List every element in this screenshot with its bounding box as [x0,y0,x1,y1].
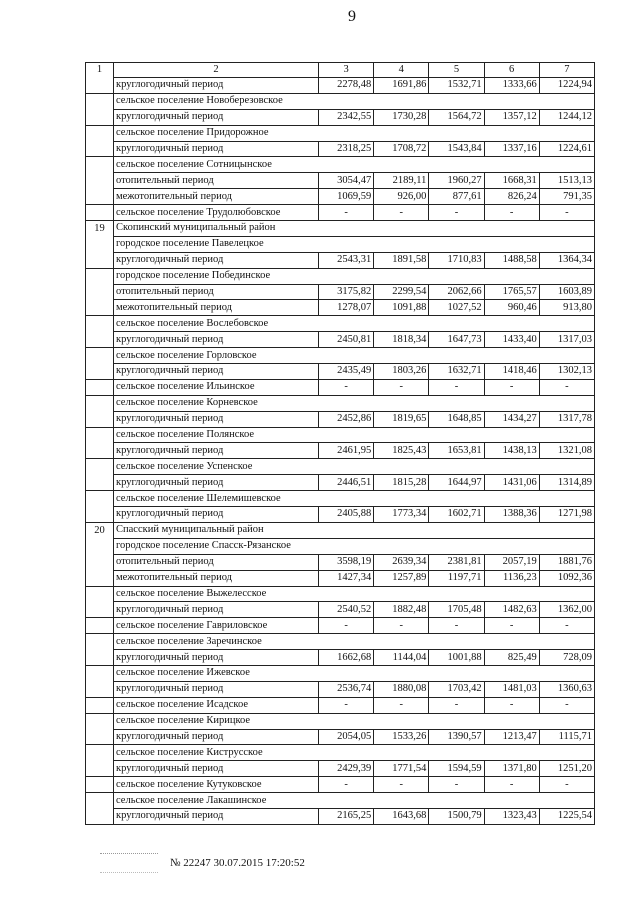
table-row [86,189,595,205]
value-cell: 1136,23 [484,570,539,586]
value-cell: 2435,49 [319,364,374,380]
value-cell: 1244,12 [539,109,594,125]
value-cell: 2062,66 [429,284,484,300]
value-cell: 2540,52 [319,602,374,618]
value-cell: 1278,07 [319,300,374,316]
value-cell: 1362,00 [539,602,594,618]
value-cell: 913,80 [539,300,594,316]
value-cell: 728,09 [539,650,594,666]
row-label: сельское поселение Полянское [114,427,595,443]
row-label: сельское поселение Кирицкое [114,713,595,729]
settlement-row [86,713,595,729]
value-cell: 2057,19 [484,554,539,570]
row-number-cell [86,300,114,316]
row-number-cell [86,379,114,395]
value-cell: - [374,697,429,713]
row-label: сельское поселение Киструсское [114,745,595,761]
value-cell: 2461,95 [319,443,374,459]
value-cell: 1357,12 [484,109,539,125]
value-cell: 1371,80 [484,761,539,777]
settlement-row [86,316,595,332]
row-label: городское поселение Спасск-Рязанское [114,538,595,554]
value-cell: - [374,379,429,395]
table-row [86,602,595,618]
value-cell: - [484,697,539,713]
row-label: круглогодичный период [114,443,319,459]
value-cell: - [374,618,429,634]
value-cell: 3175,82 [319,284,374,300]
settlement-row [86,586,595,602]
settlement-row [86,665,595,681]
value-cell: 1533,26 [374,729,429,745]
value-cell: 877,61 [429,189,484,205]
value-cell: 1648,85 [429,411,484,427]
value-cell: 1825,43 [374,443,429,459]
row-number-cell [86,268,114,284]
value-cell: 1224,94 [539,78,594,94]
value-cell: - [319,777,374,793]
value-cell: - [374,777,429,793]
row-label: круглогодичный период [114,729,319,745]
header-cell: 2 [114,63,319,78]
row-label: сельское поселение Ижевское [114,665,595,681]
table-row [86,570,595,586]
row-number-cell [86,729,114,745]
value-cell: 1302,13 [539,364,594,380]
row-number-cell [86,125,114,141]
value-cell: - [539,618,594,634]
table-row [86,141,595,157]
value-cell: 2299,54 [374,284,429,300]
value-cell: 1594,59 [429,761,484,777]
row-label: межотопительный период [114,570,319,586]
row-label: сельское поселение Новоберезовское [114,93,595,109]
value-cell: 1115,71 [539,729,594,745]
value-cell: 1027,52 [429,300,484,316]
row-label: межотопительный период [114,300,319,316]
value-cell: 1418,46 [484,364,539,380]
row-number-cell [86,634,114,650]
table-row [86,332,595,348]
value-cell: 1691,86 [374,78,429,94]
value-cell: 2342,55 [319,109,374,125]
value-cell: 1543,84 [429,141,484,157]
value-cell: 1644,97 [429,475,484,491]
value-cell: 2318,25 [319,141,374,157]
value-cell: 2543,31 [319,252,374,268]
value-cell: 1880,08 [374,681,429,697]
row-number-cell [86,364,114,380]
value-cell: 1602,71 [429,507,484,523]
settlement-row [86,793,595,809]
value-cell: 1481,03 [484,681,539,697]
table-row [86,411,595,427]
row-label: отопительный период [114,554,319,570]
value-cell: - [319,379,374,395]
value-cell: 1708,72 [374,141,429,157]
row-number-cell [86,618,114,634]
row-number-cell [86,443,114,459]
row-label: сельское поселение Вослебовское [114,316,595,332]
value-cell: 791,35 [539,189,594,205]
value-cell: 1360,63 [539,681,594,697]
row-label: сельское поселение Кутуковское [114,777,319,793]
value-cell: - [429,697,484,713]
value-cell: 2639,34 [374,554,429,570]
header-cell: 5 [429,63,484,78]
value-cell: 1703,42 [429,681,484,697]
row-label: круглогодичный период [114,475,319,491]
value-cell: 1891,58 [374,252,429,268]
value-cell: 1333,66 [484,78,539,94]
value-cell: 1427,34 [319,570,374,586]
row-number-cell [86,78,114,94]
row-number-cell [86,395,114,411]
settlement-row [86,268,595,284]
table-row [86,554,595,570]
header-cell: 6 [484,63,539,78]
table-row [86,618,595,634]
value-cell: 1819,65 [374,411,429,427]
row-number-cell [86,602,114,618]
value-cell: - [484,777,539,793]
row-number-cell [86,252,114,268]
value-cell: 2054,05 [319,729,374,745]
value-cell: 1960,27 [429,173,484,189]
value-cell: 1668,31 [484,173,539,189]
tariff-table [85,62,595,825]
district-row [86,522,595,538]
value-cell: 1091,88 [374,300,429,316]
value-cell: - [539,205,594,221]
row-number-cell [86,93,114,109]
row-number-cell [86,141,114,157]
table-row [86,681,595,697]
value-cell: 1431,06 [484,475,539,491]
header-cell: 3 [319,63,374,78]
value-cell: 826,24 [484,189,539,205]
value-cell: 1500,79 [429,808,484,824]
value-cell: 2405,88 [319,507,374,523]
row-number-cell [86,681,114,697]
value-cell: 1765,57 [484,284,539,300]
table-row [86,697,595,713]
value-cell: 1653,81 [429,443,484,459]
value-cell: 2536,74 [319,681,374,697]
table-row [86,173,595,189]
value-cell: 1069,59 [319,189,374,205]
table-row [86,364,595,380]
row-number-cell [86,205,114,221]
table-row [86,205,595,221]
value-cell: 1705,48 [429,602,484,618]
value-cell: 1321,08 [539,443,594,459]
value-cell: 2429,39 [319,761,374,777]
settlement-row [86,427,595,443]
row-number-cell [86,411,114,427]
settlement-row [86,157,595,173]
value-cell: 2452,86 [319,411,374,427]
value-cell: 1390,57 [429,729,484,745]
value-cell: 1213,47 [484,729,539,745]
row-label: круглогодичный период [114,808,319,824]
row-label: городское поселение Побединское [114,268,595,284]
row-label: круглогодичный период [114,364,319,380]
table-row [86,761,595,777]
settlement-row [86,93,595,109]
row-number-cell [86,808,114,824]
value-cell: 2381,81 [429,554,484,570]
value-cell: 1144,04 [374,650,429,666]
row-number-cell: 19 [86,221,114,237]
value-cell: 1317,03 [539,332,594,348]
row-number-cell [86,459,114,475]
value-cell: 926,00 [374,189,429,205]
value-cell: - [319,697,374,713]
value-cell: - [429,777,484,793]
row-number-cell [86,236,114,252]
value-cell: 2189,11 [374,173,429,189]
settlement-row [86,634,595,650]
table-row [86,729,595,745]
footer [100,853,305,873]
row-number-cell [86,586,114,602]
table-row [86,443,595,459]
value-cell: 2450,81 [319,332,374,348]
value-cell: 1314,89 [539,475,594,491]
value-cell: 1882,48 [374,602,429,618]
electronic-stamp [100,853,158,873]
header-cell: 4 [374,63,429,78]
row-label: сельское поселение Гавриловское [114,618,319,634]
row-number-cell [86,570,114,586]
value-cell: 1197,71 [429,570,484,586]
row-label: круглогодичный период [114,681,319,697]
table-row [86,78,595,94]
table-row [86,379,595,395]
row-label: круглогодичный период [114,602,319,618]
value-cell: - [319,618,374,634]
value-cell: 960,46 [484,300,539,316]
value-cell: - [319,205,374,221]
row-number-cell [86,793,114,809]
value-cell: 1532,71 [429,78,484,94]
row-number-cell [86,777,114,793]
value-cell: 1815,28 [374,475,429,491]
row-number-cell [86,650,114,666]
value-cell: 1881,76 [539,554,594,570]
row-label: сельское поселение Сотницынское [114,157,595,173]
value-cell: - [429,618,484,634]
settlement-row [86,348,595,364]
row-label: круглогодичный период [114,761,319,777]
row-number-cell: 20 [86,522,114,538]
value-cell: 1434,27 [484,411,539,427]
document-reference: № 22247 30.07.2015 17:20:52 [170,857,305,869]
settlement-row [86,491,595,507]
value-cell: 1513,13 [539,173,594,189]
row-number-cell [86,665,114,681]
row-label: Спасский муниципальный район [114,522,595,538]
value-cell: - [539,777,594,793]
value-cell: 1388,36 [484,507,539,523]
value-cell: 1001,88 [429,650,484,666]
row-label: круглогодичный период [114,109,319,125]
value-cell: 1803,26 [374,364,429,380]
value-cell: 2446,51 [319,475,374,491]
value-cell: 1225,54 [539,808,594,824]
value-cell: 3598,19 [319,554,374,570]
value-cell: 1433,40 [484,332,539,348]
settlement-row [86,538,595,554]
settlement-row [86,745,595,761]
value-cell: 1092,36 [539,570,594,586]
row-label: межотопительный период [114,189,319,205]
row-label: сельское поселение Трудолюбовское [114,205,319,221]
value-cell: 1271,98 [539,507,594,523]
value-cell: - [539,379,594,395]
value-cell: 1323,43 [484,808,539,824]
value-cell: 1564,72 [429,109,484,125]
value-cell: 825,49 [484,650,539,666]
value-cell: 3054,47 [319,173,374,189]
row-label: сельское поселение Горловское [114,348,595,364]
value-cell: 1643,68 [374,808,429,824]
value-cell: - [539,697,594,713]
row-number-cell [86,109,114,125]
value-cell: 1438,13 [484,443,539,459]
value-cell: 1662,68 [319,650,374,666]
value-cell: 1603,89 [539,284,594,300]
header-cell: 7 [539,63,594,78]
row-label: сельское поселение Заречинское [114,634,595,650]
value-cell: 1647,73 [429,332,484,348]
header-cell: 1 [86,63,114,78]
table-row [86,475,595,491]
table-row [86,109,595,125]
value-cell: 1730,28 [374,109,429,125]
row-number-cell [86,761,114,777]
row-number-cell [86,491,114,507]
table-row [86,650,595,666]
row-number-cell [86,173,114,189]
value-cell: 1771,54 [374,761,429,777]
row-label: отопительный период [114,284,319,300]
value-cell: 1317,78 [539,411,594,427]
value-cell: 2278,48 [319,78,374,94]
row-label: круглогодичный период [114,332,319,348]
settlement-row [86,125,595,141]
table-header-row [86,63,595,78]
settlement-row [86,395,595,411]
value-cell: 1632,71 [429,364,484,380]
row-label: городское поселение Павелецкое [114,236,595,252]
table-row [86,507,595,523]
table-row [86,808,595,824]
row-number-cell [86,316,114,332]
row-number-cell [86,475,114,491]
row-label: сельское поселение Выжелесское [114,586,595,602]
row-number-cell [86,348,114,364]
value-cell: 2165,25 [319,808,374,824]
row-label: круглогодичный период [114,78,319,94]
value-cell: 1251,20 [539,761,594,777]
value-cell: - [484,379,539,395]
row-label: сельское поселение Ильинское [114,379,319,395]
row-number-cell [86,697,114,713]
page-number: 9 [348,8,356,25]
row-number-cell [86,507,114,523]
table-row [86,300,595,316]
value-cell: 1224,61 [539,141,594,157]
row-label: круглогодичный период [114,141,319,157]
settlement-row [86,236,595,252]
value-cell: - [429,379,484,395]
value-cell: 1488,58 [484,252,539,268]
table-row [86,252,595,268]
value-cell: - [374,205,429,221]
row-label: сельское поселение Лакашинское [114,793,595,809]
table-row [86,777,595,793]
row-number-cell [86,745,114,761]
row-label: отопительный период [114,173,319,189]
row-label: круглогодичный период [114,252,319,268]
row-number-cell [86,427,114,443]
row-label: сельское поселение Придорожное [114,125,595,141]
value-cell: 1364,34 [539,252,594,268]
row-label: Скопинский муниципальный район [114,221,595,237]
row-number-cell [86,554,114,570]
table-row [86,284,595,300]
row-number-cell [86,332,114,348]
row-number-cell [86,189,114,205]
value-cell: 1710,83 [429,252,484,268]
value-cell: 1337,16 [484,141,539,157]
row-label: сельское поселение Корневское [114,395,595,411]
value-cell: 1482,63 [484,602,539,618]
value-cell: 1818,34 [374,332,429,348]
row-number-cell [86,713,114,729]
row-label: сельское поселение Шелемишевское [114,491,595,507]
row-label: круглогодичный период [114,507,319,523]
row-label: круглогодичный период [114,411,319,427]
row-number-cell [86,538,114,554]
district-row [86,221,595,237]
row-label: сельское поселение Успенское [114,459,595,475]
row-number-cell [86,157,114,173]
row-label: сельское поселение Исадское [114,697,319,713]
value-cell: 1773,34 [374,507,429,523]
settlement-row [86,459,595,475]
row-number-cell [86,284,114,300]
value-cell: - [484,618,539,634]
value-cell: 1257,89 [374,570,429,586]
row-label: круглогодичный период [114,650,319,666]
value-cell: - [484,205,539,221]
value-cell: - [429,205,484,221]
